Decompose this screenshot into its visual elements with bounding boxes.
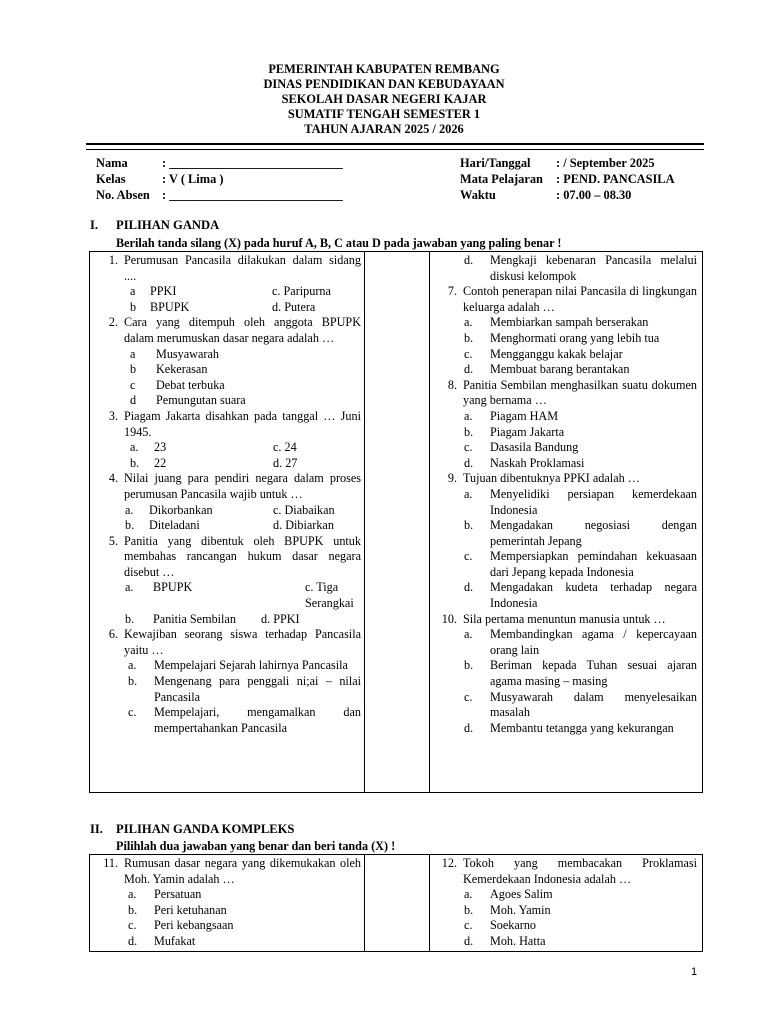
option-text: d. PPKI	[261, 611, 300, 626]
option-letter: a.	[464, 486, 473, 501]
question-number: 1.	[108, 253, 118, 267]
question-number: 4.	[108, 471, 118, 486]
option-text: Mengadakan negosiasi dengan pemerintah Jepang	[490, 518, 697, 548]
option-letter: a.	[464, 887, 473, 902]
option-letter: d.	[464, 580, 474, 595]
option-text: PPKI	[150, 284, 177, 299]
header-line-2: DINAS PENDIDIKAN DAN KEBUDAYAAN	[263, 77, 505, 91]
option-text: Mengenang para penggali ni;ai – nilai Pancasila	[154, 674, 361, 704]
section-number: I.	[90, 218, 99, 232]
option-text: Debat terbuka	[156, 377, 225, 392]
option-text: BPUPK	[153, 580, 193, 595]
option-text: Moh. Yamin	[490, 902, 551, 917]
exam-info	[460, 155, 675, 203]
section-2-instruction: Pilihlah dua jawaban yang benar dan beri tanda (X) !	[116, 839, 396, 853]
option-letter: d.	[128, 933, 138, 948]
question-text: Cara yang ditempuh oleh anggota BPUPK dalam merumuskan dasar negara adalah …	[124, 315, 361, 345]
question-text: Rumusan dasar negara yang dikemukakan oleh Moh. Yamin adalah …	[124, 856, 361, 886]
info-label: Nama	[96, 156, 128, 170]
option-text: Peri kebangsaan	[154, 918, 234, 933]
right-column	[433, 856, 697, 950]
info-value: : ____________________________	[162, 156, 343, 170]
option-letter: c.	[464, 918, 473, 933]
section-2-title	[90, 822, 294, 837]
info-value: : V ( Lima )	[162, 172, 224, 186]
option-text: Panitia Sembilan	[153, 611, 236, 626]
question-6	[92, 627, 361, 736]
school-header	[0, 62, 768, 137]
question-11	[92, 856, 361, 950]
left-column	[92, 856, 361, 950]
table-divider	[429, 855, 430, 951]
question-8	[433, 378, 697, 472]
option-text: 22	[154, 455, 167, 470]
option-text: Piagam HAM	[490, 408, 559, 423]
option-text: Piagam Jakarta	[490, 424, 565, 439]
option-text: c. Paripurna	[272, 284, 331, 299]
option-letter: d.	[464, 253, 474, 267]
info-label: No. Absen	[96, 188, 150, 202]
option-letter: a	[130, 346, 136, 361]
option-text: Mengkaji kebenaran Pancasila melalui diskusi kelompok	[490, 253, 697, 283]
option-text: Membiarkan sampah berserakan	[490, 315, 649, 330]
question-number: 8.	[447, 377, 457, 392]
option-letter: a	[130, 284, 136, 299]
info-value: : ____________________________	[162, 188, 343, 202]
option-letter: d.	[464, 362, 474, 377]
option-text: Musyawarah	[156, 346, 219, 361]
question-number: 9.	[447, 471, 457, 486]
info-hari	[460, 155, 675, 171]
option-text: c. Tiga Serangkai	[305, 580, 354, 611]
option-text: Mempelajari Sejarah lahirnya Pancasila	[154, 658, 348, 673]
header-line-3: SEKOLAH DASAR NEGERI KAJAR	[281, 92, 487, 106]
option-text: Soekarno	[490, 918, 537, 933]
question-text: Panitia yang dibentuk oleh BPUPK untuk membahas rancangan hukum dasar negara disebut …	[124, 533, 361, 579]
section-1-title	[90, 218, 219, 233]
section-number: II.	[90, 822, 103, 836]
option-letter: d.	[464, 720, 474, 735]
question-text: Piagam Jakarta disahkan pada tanggal … Juni 1945.	[124, 408, 361, 439]
section-1-instruction: Berilah tanda silang (X) pada huruf A, B, C atau D pada jawaban yang paling benar !	[116, 236, 562, 250]
question-text: Contoh penerapan nilai Pancasila di lingkungan keluarga adalah …	[463, 284, 697, 314]
section-title-text: PILIHAN GANDA	[116, 218, 220, 232]
option-text: c. Diabaikan	[273, 502, 335, 517]
option-letter: b.	[128, 902, 138, 917]
option-text: Menyelidiki persiapan kemerdekaan Indonesia	[490, 486, 697, 517]
option-letter: a.	[125, 502, 134, 517]
option-text: c. 24	[273, 440, 297, 455]
question-number: 12.	[441, 856, 457, 870]
question-text: Tujuan dibentuknya PPKI adalah …	[463, 471, 640, 486]
option-text: Beriman kepada Tuhan sesuai ajaran agama masing – masing	[490, 658, 697, 689]
option-text: d. 27	[273, 455, 298, 470]
option-letter: b.	[125, 611, 135, 626]
info-label: Mata Pelajaran	[460, 172, 543, 186]
question-9	[433, 471, 697, 611]
option-text: Mengadakan kudeta terhadap negara Indonesia	[490, 580, 697, 611]
option-text: Menghormati orang yang lebih tua	[490, 330, 660, 345]
question-7	[433, 284, 697, 378]
question-number: 7.	[447, 284, 457, 299]
question-3	[92, 409, 361, 471]
question-text: Perumusan Pancasila dilakukan dalam sidang ....	[124, 253, 361, 283]
option-letter: c.	[464, 689, 473, 704]
right-column	[433, 253, 697, 736]
option-text: Kekerasan	[156, 362, 208, 377]
option-letter: b.	[128, 674, 138, 689]
option-letter: a.	[464, 627, 473, 642]
option-letter: a.	[464, 408, 473, 423]
option-text: Naskah Proklamasi	[490, 455, 585, 470]
info-value: : / September 2025	[556, 156, 655, 170]
table-divider	[364, 252, 365, 792]
option-text: d. Putera	[272, 299, 316, 314]
option-text: Musyawarah dalam menyelesaikan masalah	[490, 689, 697, 720]
option-text: Mempersiapkan pemindahan kekuasaan dari Jepang kepada Indonesia	[490, 549, 697, 579]
option-text: BPUPK	[150, 299, 190, 314]
info-kelas	[96, 171, 343, 187]
question-text: Kewajiban seorang siswa terhadap Pancasila yaitu …	[124, 627, 361, 657]
option-letter: b	[130, 362, 137, 377]
option-text: d. Dibiarkan	[273, 518, 334, 533]
question-6-option-d	[433, 253, 697, 284]
option-text: 23	[154, 440, 167, 455]
question-1	[92, 253, 361, 315]
option-text: Membuat barang berantakan	[490, 362, 630, 377]
option-text: Membandingkan agama / kepercayaan orang lain	[490, 627, 697, 657]
option-text: Membantu tetangga yang kekurangan	[490, 720, 674, 735]
option-letter: a.	[125, 580, 134, 595]
option-text: Mengganggu kakak belajar	[490, 346, 623, 361]
question-number: 10.	[441, 611, 457, 626]
option-letter: b.	[464, 658, 474, 673]
option-text: Pemungutan suara	[156, 393, 246, 408]
option-letter: b.	[464, 330, 474, 345]
left-column	[92, 253, 361, 736]
option-text: Diteladani	[149, 518, 200, 533]
info-absen	[96, 187, 343, 203]
header-line-5: TAHUN AJARAN 2025 / 2026	[304, 122, 464, 136]
info-waktu	[460, 187, 675, 203]
question-text: Panitia Sembilan menghasilkan suatu dokumen yang bernama …	[463, 377, 697, 408]
option-text: Mempelajari, mengamalkan dan mempertahankan Pancasila	[154, 705, 361, 735]
question-number: 5.	[108, 533, 118, 548]
option-text: Agoes Salim	[490, 887, 553, 902]
info-label: Waktu	[460, 188, 496, 202]
option-text: Peri ketuhanan	[154, 902, 227, 917]
header-line-1: PEMERINTAH KABUPATEN REMBANG	[268, 62, 500, 76]
info-value: : 07.00 – 08.30	[556, 188, 632, 202]
header-line-4: SUMATIF TENGAH SEMESTER 1	[287, 107, 481, 121]
question-number: 11.	[103, 856, 118, 870]
section-1-table	[89, 251, 703, 793]
question-text: Sila pertama menuntun manusia untuk …	[463, 611, 666, 626]
option-text: Moh. Hatta	[490, 933, 546, 948]
question-10	[433, 612, 697, 737]
question-text: Tokoh yang membacakan Proklamasi Kemerdekaan Indonesia adalah …	[463, 856, 697, 886]
info-value: : PEND. PANCASILA	[556, 172, 675, 186]
question-number: 6.	[108, 627, 118, 642]
option-text: Dikorbankan	[149, 502, 213, 517]
option-letter: a.	[128, 887, 137, 902]
option-letter: a.	[464, 315, 473, 330]
question-12	[433, 856, 697, 950]
option-letter: d.	[464, 933, 474, 948]
table-divider	[429, 252, 430, 792]
header-rule-thick	[86, 143, 704, 145]
question-number: 2.	[108, 315, 118, 330]
option-text: Dasasila Bandung	[490, 440, 579, 455]
question-number: 3.	[108, 408, 118, 423]
info-label: Kelas	[96, 172, 126, 186]
student-info	[96, 155, 343, 203]
question-2	[92, 315, 361, 409]
question-4	[92, 471, 361, 533]
option-letter: c	[130, 377, 136, 392]
option-letter: a.	[128, 658, 137, 673]
option-letter: c.	[464, 549, 473, 564]
info-label: Hari/Tanggal	[460, 156, 531, 170]
question-5	[92, 534, 361, 628]
option-text: Persatuan	[154, 887, 202, 902]
section-2-table	[89, 854, 703, 952]
option-letter: c.	[464, 440, 473, 455]
section-title-text: PILIHAN GANDA KOMPLEKS	[116, 822, 295, 836]
page-number: 1	[691, 966, 698, 978]
table-divider	[364, 855, 365, 951]
option-text: Mufakat	[154, 933, 196, 948]
info-mapel	[460, 171, 675, 187]
option-letter: c.	[464, 346, 473, 361]
option-letter: b.	[464, 518, 474, 533]
option-letter: d	[130, 393, 137, 408]
option-letter: a.	[130, 440, 139, 455]
option-letter: c.	[128, 705, 137, 720]
option-letter: b.	[464, 424, 474, 439]
option-letter: b.	[125, 518, 135, 533]
info-nama	[96, 155, 343, 171]
option-letter: c.	[128, 918, 137, 933]
header-rule-thin	[86, 149, 704, 150]
option-letter: b.	[464, 902, 474, 917]
option-letter: d.	[464, 455, 474, 470]
option-letter: b	[130, 299, 137, 314]
question-text: Nilai juang para pendiri negara dalam proses perumusan Pancasila wajib untuk …	[124, 471, 361, 501]
option-letter: b.	[130, 455, 140, 470]
